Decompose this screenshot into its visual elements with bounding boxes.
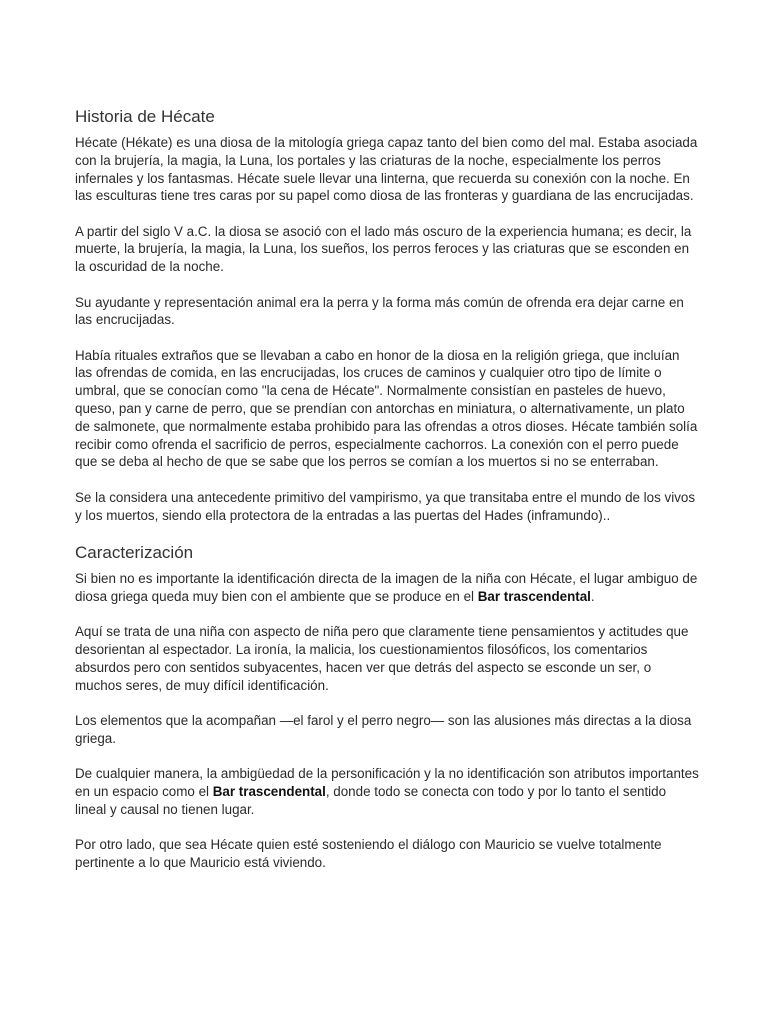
document-page bbox=[75, 106, 700, 889]
paragraph: A partir del siglo V a.C. la diosa se asoció con el lado más oscuro de la experiencia humana; es decir, la muerte, la brujería, la magia, la Luna, los sueños, los perros feroces y las criaturas que se esconden en la oscuridad de la noche. bbox=[75, 223, 692, 275]
paragraph: Aquí se trata de una niña con aspecto de niña pero que claramente tiene pensamientos y actitudes que desorientan al espectador. La ironía, la malicia, los cuestionamientos filosóficos, los comentarios absurdos pero con sentidos subyacentes, hacen ver que detrás del aspecto se esconde un ser, o muchos seres, de muy difícil identificación. bbox=[75, 624, 689, 693]
paragraph bbox=[75, 765, 700, 818]
paragraph bbox=[75, 570, 700, 606]
paragraph: Se la considera una antecedente primitivo del vampirismo, ya que transitaba entre el mundo de los vivos y los muertos, siendo ella protectora de la entradas a las puertas del Hades (inframundo).. bbox=[75, 489, 696, 523]
section-heading-historia: Historia de Hécate bbox=[75, 107, 215, 126]
text-run: . bbox=[590, 589, 595, 605]
text-run: Si bien no es importante la identificación directa de la imagen de la niña con Hécate, el lugar ambiguo de diosa griega queda muy bien con el ambiente que se produce en el bbox=[75, 571, 698, 605]
bold-term: Bar trascendental bbox=[212, 784, 326, 800]
paragraph: Su ayudante y representación animal era la perra y la forma más común de ofrenda era dejar carne en las encrucijadas. bbox=[75, 294, 684, 328]
section-heading-caracterizacion: Caracterización bbox=[75, 543, 194, 563]
paragraph: Por otro lado, que sea Hécate quien esté sosteniendo el diálogo con Mauricio se vuelve totalmente pertinente a lo que Mauricio está viviendo. bbox=[75, 837, 662, 870]
text-run: De cualquier manera, la ambigüedad de la personificación y la no identificación son atributos importantes en un espacio como el bbox=[75, 766, 699, 800]
paragraph: Había rituales extraños que se llevaban a cabo en honor de la diosa en la religión griega, que incluían las ofrendas de comida, en las encrucijadas, los cruces de caminos y cualquier otro tipo de límite o umbral, que se conocían como "la cena de Hécate". Normalmente consistían en pasteles de huevo, queso, pan y carne de perro, que se prendían con antorchas en miniatura, o alternativamente, un plato de salmonete, que normalmente estaba prohibido para las ofrendas a otros dioses. Hécate también solía recibir como ofrenda el sacrificio de perros, especialmente cachorros. La conexión con el perro puede que se deba al hecho de que se sabe que los perros se comían a los muertos si no se enterraban. bbox=[75, 347, 698, 470]
text-run: , donde todo se conecta con todo y por lo tanto el sentido lineal y causal no tienen lugar. bbox=[75, 784, 667, 817]
paragraph: Hécate (Hékate) es una diosa de la mitología griega capaz tanto del bien como del mal. Estaba asociada con la brujería, la magia, la Luna, los portales y las criaturas de la noche, especialmente los perros infernales y los fantasmas. Hécate suele llevar una linterna, que recuerda su conexión con la noche. En las esculturas tiene tres caras por su papel como diosa de las fronteras y guardiana de las encrucijadas. bbox=[75, 135, 698, 204]
bold-term: Bar trascendental bbox=[477, 589, 591, 605]
paragraph: Los elementos que la acompañan —el farol y el perro negro— son las alusiones más directas a la diosa griega. bbox=[75, 713, 692, 746]
